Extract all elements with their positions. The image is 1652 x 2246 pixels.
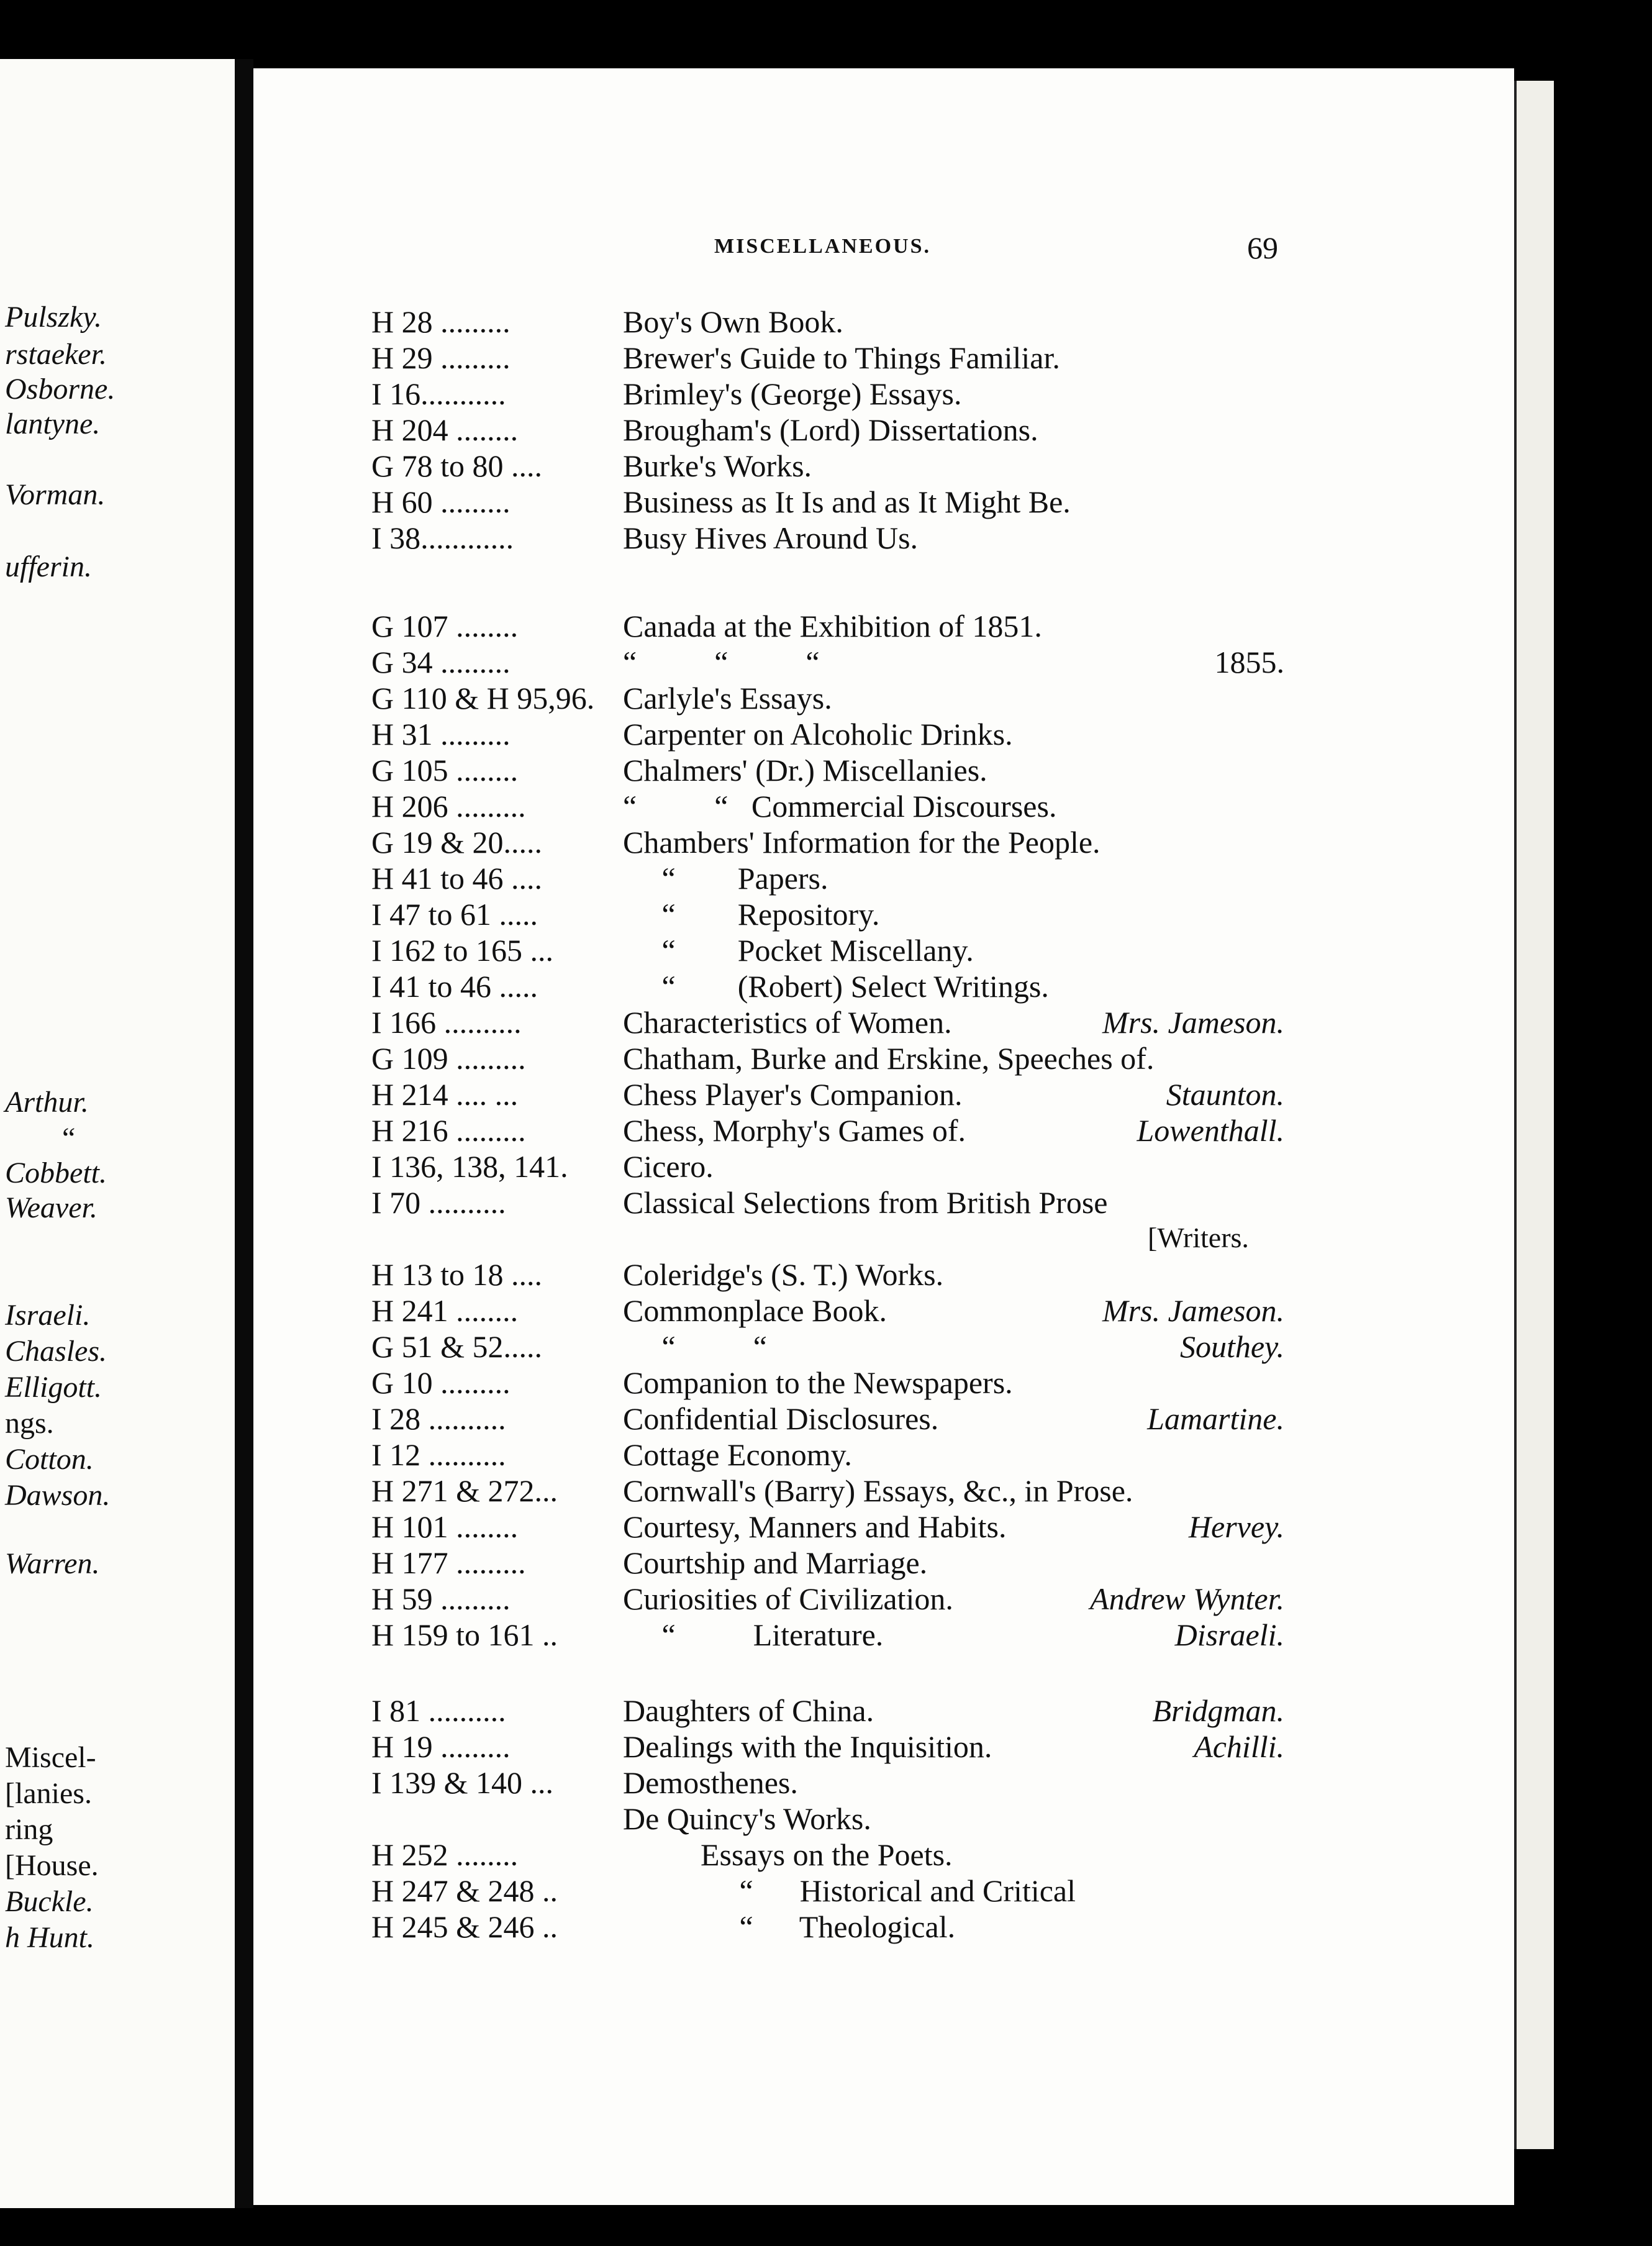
entry-title: Essays on the Poets. [623,1837,953,1872]
catalog-entry [371,933,1284,968]
entry-title: Confidential Disclosures. [623,1401,939,1436]
margin-text: Chasles. [5,1335,107,1368]
shelf-mark: H 60 ......... [371,484,511,519]
entry-title: “ Papers. [623,861,828,896]
entry-title: Burke's Works. [623,448,812,483]
shelf-mark: I 28 .......... [371,1401,506,1436]
entry-title: Cornwall's (Barry) Essays, &c., in Prose. [623,1473,1133,1508]
entry-author: Andrew Wynter. [1090,1581,1284,1616]
catalog-entry [371,1113,1284,1148]
entry-title: Curiosities of Civilization. [623,1581,953,1616]
shelf-mark: I 162 to 165 ... [371,933,554,968]
shelf-mark: I 47 to 61 ..... [371,897,538,932]
catalog-entry [371,717,1284,752]
entry-title: Carlyle's Essays. [623,681,832,716]
entry-author: Disraeli. [1174,1617,1284,1652]
entry-title: Brimley's (George) Essays. [623,376,962,411]
catalog-entry [371,484,1284,519]
shelf-mark: H 159 to 161 .. [371,1617,558,1652]
entry-title: Chess Player's Companion. [623,1077,963,1112]
entry-title: Chess, Morphy's Games of. [623,1113,966,1148]
catalog-entry [371,1581,1284,1616]
catalog-entry [371,1041,1284,1076]
entry-title: De Quincy's Works. [623,1801,871,1836]
shelf-mark: H 271 & 272... [371,1473,558,1508]
shelf-mark: G 19 & 20..... [371,825,542,860]
continuation-line: [Writers. [1148,1222,1249,1253]
shelf-mark: G 109 ......... [371,1041,526,1076]
shelf-mark: G 107 ........ [371,609,519,643]
entry-title: Brewer's Guide to Things Familiar. [623,340,1060,375]
entry-author: Lamartine. [1147,1401,1284,1436]
entry-title: Brougham's (Lord) Dissertations. [623,412,1038,447]
page-edge [1514,81,1554,2149]
shelf-mark: H 101 ........ [371,1509,519,1544]
margin-text: [lanies. [5,1777,92,1810]
catalog-entry [371,1005,1284,1040]
entry-author: Achilli. [1194,1729,1284,1764]
shelf-mark: H 204 ........ [371,412,519,447]
entry-title: Cicero. [623,1149,714,1184]
catalog-entry [371,789,1284,824]
margin-text: Buckle. [5,1885,94,1918]
entry-author: Mrs. Jameson. [1102,1005,1284,1040]
shelf-mark: H 13 to 18 .... [371,1257,542,1292]
shelf-mark: H 245 & 246 .. [371,1909,558,1944]
catalog-entry [371,1401,1284,1436]
margin-text: rstaeker. [5,338,107,371]
entry-title: Characteristics of Women. [623,1005,952,1040]
margin-text: [House. [5,1849,99,1882]
catalog-entry [371,412,1284,447]
shelf-mark: H 214 .... ... [371,1077,519,1112]
catalog-entry [371,897,1284,932]
catalog-entry [371,1257,1284,1292]
entry-title: “ “ Commercial Discourses. [623,789,1057,824]
entry-title: Chalmers' (Dr.) Miscellanies. [623,753,987,788]
shelf-mark: G 110 & H 95,96. [371,681,595,716]
shelf-mark: H 59 ......... [371,1581,511,1616]
margin-text: Osborne. [5,373,116,406]
catalog-entry [371,681,1284,716]
catalog-entry [371,861,1284,896]
entry-author: Staunton. [1166,1077,1284,1112]
entry-title: Canada at the Exhibition of 1851. [623,609,1042,643]
left-page-fragment [0,59,235,2208]
shelf-mark: G 10 ......... [371,1365,511,1400]
entry-title: Cottage Economy. [623,1437,852,1472]
entry-title: “ Repository. [623,897,880,932]
margin-text: Miscel- [5,1741,96,1774]
shelf-mark: G 51 & 52..... [371,1329,542,1364]
shelf-mark: H 19 ......... [371,1729,511,1764]
catalog-entry [371,1729,1284,1764]
entry-title: “ (Robert) Select Writings. [623,969,1049,1004]
entry-title: Boy's Own Book. [623,304,843,339]
shelf-mark: G 105 ........ [371,753,519,788]
catalog-entry [371,1909,1284,1944]
margin-text: ngs. [5,1407,54,1440]
shelf-mark: I 12 .......... [371,1437,506,1472]
catalog-entry [371,645,1284,680]
entry-title: Dealings with the Inquisition. [623,1729,992,1764]
margin-text: Cotton. [5,1443,94,1476]
entry-title: Carpenter on Alcoholic Drinks. [623,717,1013,752]
margin-text: Weaver. [5,1191,98,1224]
catalog-entry [371,1293,1284,1328]
catalog-entry [371,1545,1284,1580]
shelf-mark: G 34 ......... [371,645,511,680]
entry-author: Southey. [1179,1329,1284,1364]
catalog-entry [371,1473,1284,1508]
shelf-mark: G 78 to 80 .... [371,448,542,483]
catalog-entry [371,1693,1284,1728]
entry-title: “ “ “ [623,645,820,680]
entry-title: Chatham, Burke and Erskine, Speeches of. [623,1041,1155,1076]
shelf-mark: H 247 & 248 .. [371,1873,558,1908]
catalog-entry [371,340,1284,375]
catalog-entry [371,1617,1284,1652]
shelf-mark: H 252 ........ [371,1837,519,1872]
entry-title: Courtship and Marriage. [623,1545,928,1580]
catalog-entry [371,304,1284,339]
entry-title: “ Theological. [623,1909,956,1944]
margin-text: Vorman. [5,478,106,511]
margin-text: “ [62,1122,76,1155]
shelf-mark: I 38............ [371,521,514,555]
catalog-entry [371,1437,1284,1472]
margin-text: h Hunt. [5,1921,94,1954]
margin-text: Cobbett. [5,1157,107,1189]
shelf-mark: I 136, 138, 141. [371,1149,568,1184]
catalog-entry [371,1365,1284,1400]
margin-text: Pulszky. [5,301,102,334]
entry-title: Business as It Is and as It Might Be. [623,484,1071,519]
entry-title: “ Pocket Miscellany. [623,933,974,968]
entry-title: Courtesy, Manners and Habits. [623,1509,1007,1544]
margin-text: Israeli. [5,1299,91,1332]
entry-title: Commonplace Book. [623,1293,887,1328]
shelf-mark: H 206 ......... [371,789,526,824]
entry-title: Classical Selections from British Prose [623,1185,1108,1220]
catalog-entry [371,376,1284,411]
entry-author: Hervey. [1188,1509,1284,1544]
shelf-mark: I 41 to 46 ..... [371,969,538,1004]
shelf-mark: I 81 .......... [371,1693,506,1728]
catalog-entry [371,1837,1284,1872]
margin-text: Warren. [5,1547,100,1580]
catalog-entry [371,1765,1284,1800]
catalog-entry [371,1149,1284,1184]
shelf-mark: H 41 to 46 .... [371,861,542,896]
shelf-mark: I 70 .......... [371,1185,506,1220]
catalog-entry [371,1801,1284,1836]
shelf-mark: I 166 .......... [371,1005,522,1040]
shelf-mark: H 29 ......... [371,340,511,375]
shelf-mark: H 28 ......... [371,304,511,339]
catalog-entry [371,1329,1284,1364]
catalog-entry [371,448,1284,483]
catalog-entry [371,753,1284,788]
entry-title: Chambers' Information for the People. [623,825,1101,860]
catalog-entry [371,969,1284,1004]
margin-text: Elligott. [5,1371,102,1404]
running-header: MISCELLANEOUS. [714,235,932,258]
entry-author: Mrs. Jameson. [1102,1293,1284,1328]
margin-text: lantyne. [5,407,101,440]
catalog-entry [371,825,1284,860]
entry-title: Daughters of China. [623,1693,874,1728]
shelf-mark: H 241 ........ [371,1293,519,1328]
page-number: 69 [1247,230,1278,265]
catalog-entry [371,1077,1284,1112]
margin-text: ring [5,1813,53,1846]
catalog-entry [371,521,1284,555]
book-gutter [235,59,253,2208]
entry-author: 1855. [1214,645,1284,680]
entry-title: Coleridge's (S. T.) Works. [623,1257,944,1292]
shelf-mark: H 31 ......... [371,717,511,752]
entry-title: “ Historical and Critical [623,1873,1076,1908]
entry-title: “ Literature. [623,1617,884,1652]
shelf-mark: I 16........... [371,376,506,411]
margin-text: Arthur. [5,1086,89,1119]
entry-title: “ “ [623,1329,767,1364]
entry-author: Lowenthall. [1137,1113,1284,1148]
margin-text: ufferin. [5,550,92,583]
entry-title: Busy Hives Around Us. [623,521,919,555]
entry-title: Demosthenes. [623,1765,798,1800]
catalog-entry [371,609,1284,643]
margin-text: Dawson. [5,1479,111,1512]
catalog-entry [371,1509,1284,1544]
entry-author: Bridgman. [1152,1693,1284,1728]
entry-title: Companion to the Newspapers. [623,1365,1013,1400]
catalog-entry [371,1185,1284,1220]
catalog-entry [371,1873,1284,1908]
shelf-mark: H 216 ......... [371,1113,526,1148]
shelf-mark: I 139 & 140 ... [371,1765,554,1800]
shelf-mark: H 177 ......... [371,1545,526,1580]
